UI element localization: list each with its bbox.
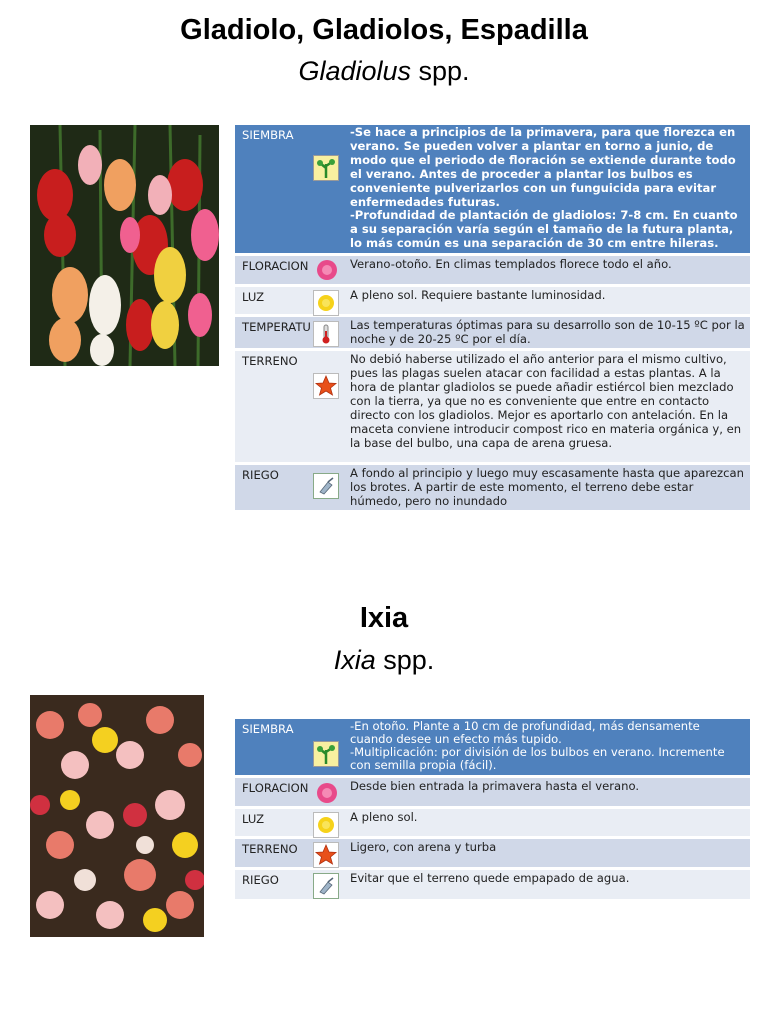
row-text: Evitar que el terreno quede empapado de agua. <box>344 868 750 900</box>
section-title-gladiolo: Gladiolo, Gladiolos, Espadilla <box>180 14 588 46</box>
star-icon <box>313 373 339 399</box>
row-label: FLORACION <box>235 776 344 807</box>
row-label: SIEMBRA <box>235 125 344 255</box>
row-text: -En otoño. Plante a 10 cm de profundidad, más densamente cuando desee un efecto más tupido. -Multiplicación: por división de los bulbos en verano. Incremente con semilla propia (fácil). <box>344 719 750 776</box>
table-row <box>235 868 750 900</box>
row-label: TERRENO <box>235 350 344 464</box>
scientific-name-ixia: Ixia spp. <box>333 645 435 675</box>
sowing-icon <box>313 741 339 767</box>
flower-icon <box>315 781 339 805</box>
table-row <box>235 807 750 837</box>
ixia-photo <box>30 695 204 937</box>
star-icon <box>313 842 339 868</box>
row-label: LUZ <box>235 286 344 316</box>
sowing-icon <box>313 155 339 181</box>
row-text: No debió haberse utilizado el año anterior para el mismo cultivo, pues las plagas suelen atacar con facilidad a estas plantas. A la hora de plantar gladiolos se puede añadir estiércol bien mezclado con la tierra, ya que no es conveniente que entre en contacto directo con los gladiolos. Mejor es aportarlo con antelación. En la maceta conviene introducir compost rico en materia orgánica y, en la base del bulbo, una capa de arena gruesa. <box>344 350 750 464</box>
sun-icon <box>313 290 339 316</box>
table-row <box>235 255 750 286</box>
table-row <box>235 776 750 807</box>
row-label: RIEGO <box>235 464 344 512</box>
watering-can-icon <box>313 873 339 899</box>
row-text: Desde bien entrada la primavera hasta el verano. <box>344 776 750 807</box>
row-text: Las temperaturas óptimas para su desarrollo son de 10-15 ºC por la noche y de 20-25 ºC por el día. <box>344 316 750 350</box>
row-text: -Se hace a principios de la primavera, para que florezca en verano. Se pueden volver a plantar en torno a junio, de modo que el periodo de floración se extiende durante todo el verano. Antes de proceder a plantar los bulbos es conveniente pulverizarlos con un funguicida para evitar enfermedades futuras. -Profundidad de plantación de gladiolos: 7-8 cm. En cuanto a su separación varía según el tamaño de la futura planta, lo más común es una separación de 30 cm entre hileras. <box>344 125 750 255</box>
table-row <box>235 837 750 868</box>
row-label: TEMPERATU <box>235 316 344 350</box>
row-text: Ligero, con arena y turba <box>344 837 750 868</box>
gladiolus-photo <box>30 125 219 366</box>
row-label: LUZ <box>235 807 344 837</box>
table-row <box>235 286 750 316</box>
section-title-ixia: Ixia <box>359 602 409 634</box>
table-row <box>235 316 750 350</box>
row-text: Verano-otoño. En climas templados florece todo el año. <box>344 255 750 286</box>
table-row <box>235 719 750 776</box>
row-text: A fondo al principio y luego muy escasamente hasta que aparezcan los brotes. A partir de este momento, el terreno debe estar húmedo, pero no inundado <box>344 464 750 512</box>
table-row <box>235 125 750 255</box>
watering-can-icon <box>313 473 339 499</box>
row-label: SIEMBRA <box>235 719 344 776</box>
row-label: RIEGO <box>235 868 344 900</box>
table-row <box>235 350 750 464</box>
row-label: TERRENO <box>235 837 344 868</box>
row-label: FLORACION <box>235 255 344 286</box>
sun-icon <box>313 812 339 838</box>
scientific-name-gladiolo: Gladiolus spp. <box>298 56 470 86</box>
thermometer-icon <box>313 321 339 347</box>
care-table-gladiolo <box>235 125 750 513</box>
table-row <box>235 464 750 512</box>
care-table-ixia <box>235 719 750 902</box>
flower-icon <box>315 258 339 282</box>
row-text: A pleno sol. <box>344 807 750 837</box>
row-text: A pleno sol. Requiere bastante luminosidad. <box>344 286 750 316</box>
